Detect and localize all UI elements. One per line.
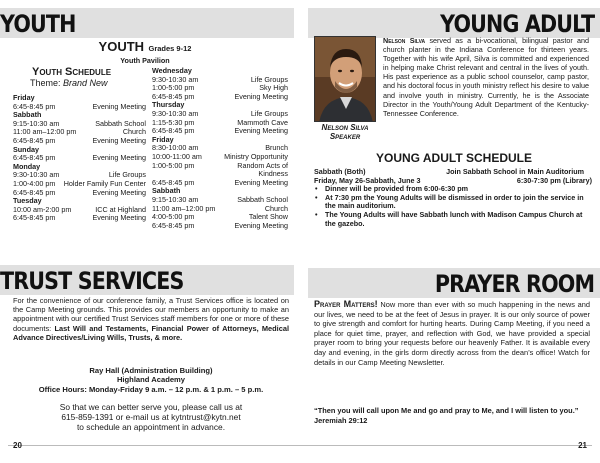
trust-office-block [13, 366, 289, 394]
ya-line-2-right: 6:30-7:30 pm (Library) [516, 175, 592, 185]
youth-schedule-col1 [13, 94, 146, 223]
schedule-time: 11:00 am–12:00 pm [13, 127, 77, 137]
schedule-time: 9:30-10:30 am [152, 74, 199, 84]
schedule-time: 6:45-8:45 pm [152, 177, 195, 187]
page-number-right: 21 [578, 441, 587, 450]
schedule-row [152, 127, 288, 136]
schedule-event: Life Groups [108, 170, 146, 180]
schedule-event: Evening Meeting [92, 153, 146, 163]
schedule-time: 6:45-8:45 pm [152, 91, 195, 101]
schedule-event: Holder Family Fun Center [63, 178, 146, 188]
schedule-day: Wednesday [152, 66, 192, 75]
ya-bullet-text: At 7:30 pm the Young Adults will be dismissed in order to join the service in the main auditorium. [325, 192, 584, 211]
youth-title: YOUTH [98, 39, 145, 54]
schedule-time: 9:15-10:30 am [13, 118, 60, 128]
schedule-event: Sky High [259, 83, 288, 93]
prayer-body [314, 300, 590, 367]
trust-academy: Highland Academy [116, 375, 186, 385]
schedule-event: Talent Show [248, 212, 288, 222]
schedule-event: Mammoth Cave [237, 117, 288, 127]
schedule-time: 9:15-10:30 am [152, 194, 199, 204]
schedule-event: Kindness [258, 169, 288, 179]
schedule-day: Sabbath [13, 110, 42, 120]
bullet-icon: • [315, 184, 318, 194]
speaker-caption [305, 124, 385, 141]
schedule-day: Tuesday [13, 196, 42, 206]
youth-theme-label: Theme: [30, 78, 61, 88]
prayer-lead: Prayer Matters! [314, 299, 378, 309]
schedule-row [13, 154, 146, 163]
ya-line-2-left: Friday, May 26-Sabbath, June 3 [314, 175, 421, 185]
schedule-event: Church [264, 203, 288, 213]
young-adult-schedule [314, 168, 592, 228]
schedule-time: 1:00-4:00 pm [13, 178, 56, 188]
bullet-icon: • [315, 209, 318, 219]
schedule-day: Sabbath [152, 186, 181, 196]
youth-schedule-heading [32, 66, 132, 89]
youth-location: Youth Pavilion [120, 56, 170, 65]
schedule-event: ICC at Highland [95, 204, 146, 214]
footer-rule [8, 445, 592, 446]
speaker-name: Nelson Silva [321, 123, 369, 132]
schedule-row [152, 222, 288, 231]
bullet-icon: • [315, 192, 318, 202]
ya-bullet-text: The Young Adults will have Sabbath lunch with Madison Campus Church at the gazebo. [325, 209, 583, 228]
schedule-time: 9:30-10:30 am [152, 108, 199, 118]
prayer-text: Now more than ever with so much happening in the news and our lives, we need to be at the feet of Jesus in prayer. It is our only source of power to give strength and comfort for hurting hearts. During Camp Meeting, if you need a place for quiet time, prayer, and reflection with God, we have provided a special prayer room to bring your requests before our heavenly Father. It is available every day and evening, in the girls dorm directly across from the dean’s office! Watch for details in our Camp Meeting Newsletter. [314, 300, 590, 367]
schedule-event: Evening Meeting [234, 177, 288, 187]
schedule-day: Monday [13, 161, 41, 171]
ya-bullet-list [314, 185, 592, 228]
schedule-time: 6:45-8:45 pm [152, 126, 195, 136]
schedule-time: 1:00-5:00 pm [152, 83, 195, 93]
speaker-photo [314, 36, 376, 122]
schedule-time: 9:30-10:30 am [13, 170, 60, 180]
schedule-day: Sunday [13, 144, 39, 154]
schedule-event: Sabbath School [237, 194, 288, 204]
schedule-time: 6:45-8:45 pm [13, 135, 56, 145]
ya-line-1-right: Join Sabbath School in Main Auditorium [446, 167, 584, 176]
schedule-time: 10:00-11:00 am [152, 151, 202, 161]
schedule-event: Evening Meeting [92, 101, 146, 111]
schedule-time: 6:45-8:45 pm [13, 153, 56, 163]
schedule-time: 6:45-8:45 pm [13, 101, 56, 111]
schedule-time: 1:15-5:30 pm [152, 117, 195, 127]
schedule-row [13, 103, 146, 112]
schedule-event: Evening Meeting [234, 220, 288, 230]
trust-contact-1: So that we can better serve you, please call us at [59, 402, 243, 412]
schedule-time: 10:00 am-2:00 pm [13, 204, 72, 214]
schedule-day: Friday [13, 93, 35, 102]
schedule-time: 4:00-5:00 pm [152, 212, 195, 222]
schedule-row [152, 179, 288, 188]
youth-title-block [70, 38, 220, 65]
trust-docs: Last Will and Testaments, Financial Power of Attorneys, Medical Advance Directives/Living Wills, Trusts, & more. [13, 323, 289, 342]
prayer-header: PRAYER ROOM [434, 270, 594, 298]
prayer-quote: “Then you will call upon Me and go and pray to Me, and I will listen to you.” Jeremiah 29:12 [314, 406, 579, 425]
schedule-event: Evening Meeting [92, 213, 146, 223]
schedule-event: Sabbath School [95, 118, 146, 128]
schedule-event: Evening Meeting [92, 187, 146, 197]
speaker-bio-text: served as a bi-vocational, bilingual pastor and church planter in the Indiana Conference for thirteen years. Together with his wife April, Silva is committed and experienced in helping make Christ relevant and central in the lives of youth. His past experience as a public school counselor, camp pastor, and his doctoral focus in youth ministry reflect his desire to value and involve youth in ministry. Currently, he is the Associate Director in the Youth/Young Adult Department of the Kentucky-Tennessee Conference. [383, 36, 589, 118]
youth-schedule-title: Youth Schedule [32, 66, 112, 78]
schedule-row [13, 189, 146, 198]
ya-line-1-left: Sabbath (Both) [314, 167, 366, 176]
schedule-event: Brunch [265, 143, 288, 153]
trust-intro-text: For the convenience of our conference family, a Trust Services office is located on the Camp Meeting grounds. This provides our members an opportunity to make an appointment with our certified Trust Services staff members for one or more of these documents: [13, 296, 289, 333]
speaker-photo-illustration [315, 37, 376, 122]
speaker-bio [383, 36, 589, 118]
schedule-day: Friday [152, 134, 174, 144]
schedule-event: Evening Meeting [92, 135, 146, 145]
schedule-time: 6:45-8:45 pm [13, 213, 56, 223]
trust-intro [13, 296, 289, 342]
schedule-time: 11:00 am–12:00 pm [152, 203, 216, 213]
ya-bullet-item [314, 211, 592, 228]
schedule-event: Evening Meeting [234, 126, 288, 136]
speaker-bio-name: Nelson Silva [383, 36, 426, 45]
youth-header: YOUTH [0, 10, 76, 38]
schedule-event: Church [122, 127, 146, 137]
page-number-left: 20 [13, 441, 22, 450]
youth-grades: Grades 9-12 [148, 44, 192, 53]
trust-building: Ray Hall (Administration Building) [89, 366, 213, 375]
speaker-role: Speaker [329, 131, 361, 141]
young-adult-header: YOUNG ADULT [439, 10, 594, 38]
trust-header: TRUST SERVICES [0, 267, 184, 295]
youth-schedule-col2 [152, 67, 288, 230]
ya-bullet-text: Dinner will be provided from 6:00-6:30 pm [325, 184, 468, 194]
schedule-event: Evening Meeting [234, 91, 288, 101]
schedule-event: Life Groups [250, 108, 288, 118]
trust-hours: Office Hours: Monday-Friday 9 a.m. – 12 p.m. & 1 p.m. – 5 p.m. [38, 384, 264, 394]
schedule-event: Random Acts of [237, 160, 288, 170]
schedule-time: 8:30-10:00 am [152, 143, 199, 153]
ya-bullet-item [314, 194, 592, 211]
trust-contact-3: to schedule an appointment in advance. [76, 422, 226, 433]
schedule-row [152, 93, 288, 102]
schedule-row [13, 137, 146, 146]
schedule-row [13, 214, 146, 223]
schedule-day: Thursday [152, 100, 185, 110]
young-adult-schedule-title: YOUNG ADULT SCHEDULE [376, 151, 532, 165]
schedule-time: 1:00-5:00 pm [152, 160, 195, 170]
youth-theme-value: Brand New [63, 78, 108, 88]
schedule-event: Ministry Opportunity [224, 151, 288, 161]
trust-contact-2: 615-859-1391 or e-mail us at kytntrust@kytn.net [61, 412, 241, 423]
schedule-time: 6:45-8:45 pm [152, 220, 195, 230]
schedule-event: Life Groups [250, 74, 288, 84]
trust-contact-block [13, 402, 289, 433]
schedule-time: 6:45-8:45 pm [13, 187, 56, 197]
